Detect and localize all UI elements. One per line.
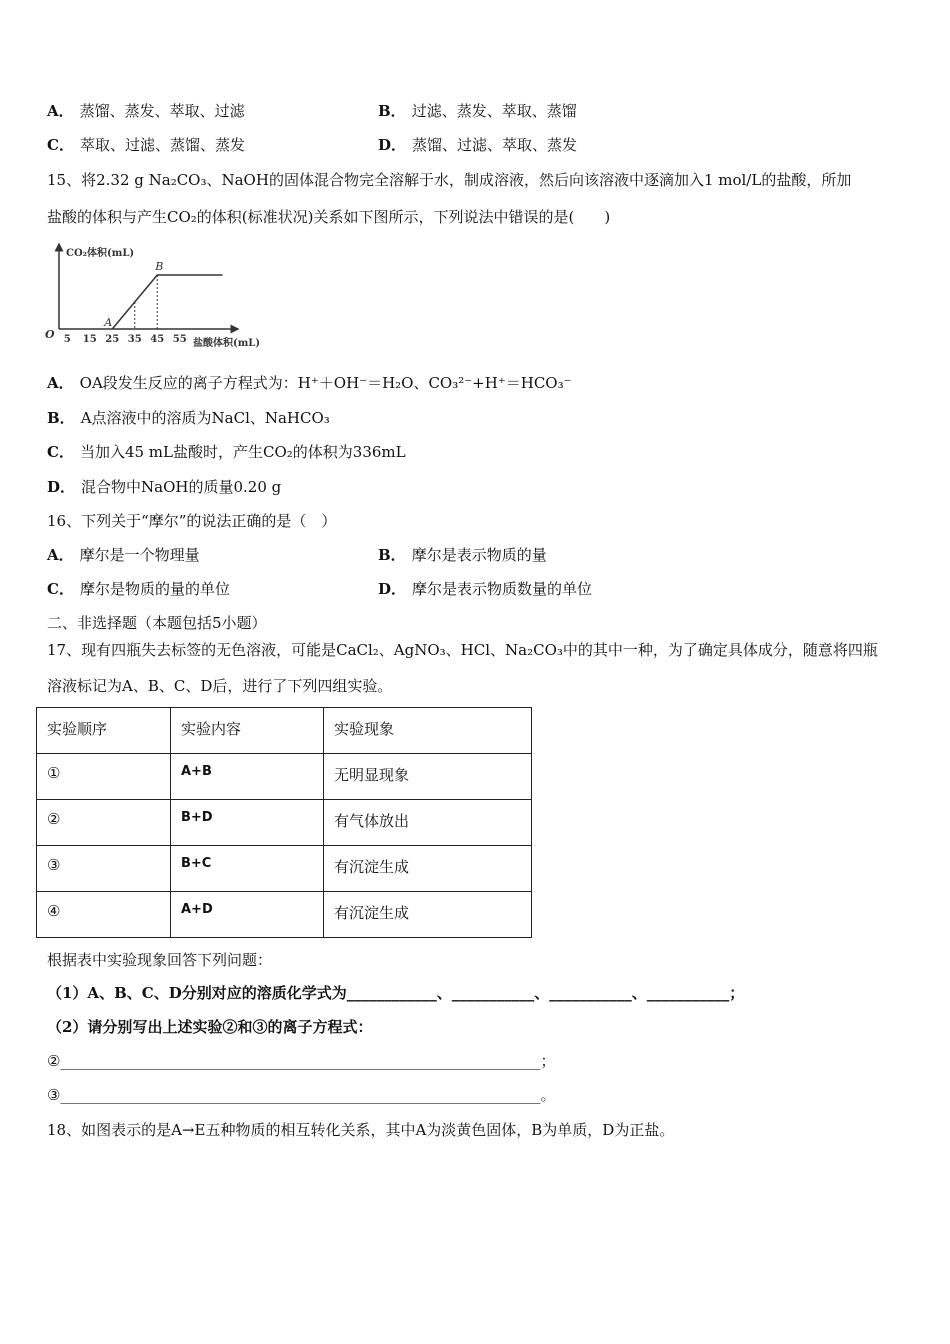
x-tick-label: 25 — [105, 334, 120, 345]
cell: ④ — [37, 892, 171, 938]
q16-option-d — [378, 579, 592, 599]
q15-stem-line2: 盐酸的体积与产生CO₂的体积(标准状况)关系如下图所示，下列说法中错误的是( ) — [47, 208, 611, 226]
q15-option-a — [47, 373, 572, 393]
point-label: B — [155, 260, 164, 273]
q16-option-a — [47, 545, 200, 565]
q17-stem-line1: 17、现有四瓶失去标签的无色溶液，可能是CaCl₂、AgNO₃、HCl、Na₂CO₃中的其中一种，为了确定具体成分，随意将四瓶 — [47, 641, 878, 659]
cell: ① — [37, 754, 171, 800]
option-label: D． — [47, 478, 76, 496]
cell: B+C — [171, 846, 324, 892]
option-label: B． — [378, 102, 406, 120]
q16-stem: 16、下列关于“摩尔”的说法正确的是（ ） — [47, 512, 337, 530]
option-label: C． — [47, 580, 74, 598]
option-label: C． — [47, 136, 74, 154]
option-text: 过滤、蒸发、萃取、蒸馏 — [411, 102, 577, 120]
x-tick-label: 55 — [172, 334, 187, 345]
cell: ③ — [37, 846, 171, 892]
option-label: B． — [378, 546, 406, 564]
header-cell: 实验内容 — [171, 708, 324, 754]
cell: 有气体放出 — [324, 800, 532, 846]
x-tick-label: 45 — [150, 334, 165, 345]
option-text: OA段发生反应的离子方程式为：H⁺＋OH⁻＝H₂O、CO₃²⁻+H⁺＝HCO₃⁻ — [79, 374, 572, 392]
y-axis-label: CO₂体积(mL) — [66, 248, 135, 259]
q16-option-c — [47, 579, 230, 599]
q18-stem: 18、如图表示的是A→E五种物质的相互转化关系，其中A为淡黄色固体，B为单质，D为正盐。 — [47, 1121, 675, 1139]
option-label: D． — [378, 580, 407, 598]
option-label: C． — [47, 443, 74, 461]
option-text: 萃取、过滤、蒸馏、蒸发 — [79, 136, 245, 154]
x-tick-label: 5 — [63, 334, 71, 345]
header-cell: 实验现象 — [324, 708, 532, 754]
option-text: 摩尔是一个物理量 — [79, 546, 200, 564]
cell: A+D — [171, 892, 324, 938]
data-line — [112, 275, 222, 329]
option-label: A． — [47, 374, 74, 392]
table-row — [37, 892, 532, 938]
q17-part2: （2）请分别写出上述实验②和③的离子方程式： — [47, 1018, 373, 1036]
table-header-row — [37, 708, 532, 754]
experiment-table — [36, 707, 532, 938]
x-axis-label: 盐酸体积(mL) — [193, 338, 261, 349]
cell: 有沉淀生成 — [324, 846, 532, 892]
q15-option-b — [47, 408, 330, 428]
option-text: 摩尔是表示物质的量 — [411, 546, 547, 564]
q17-part1: （1）A、B、C、D分别对应的溶质化学式为____________、___________、___________、___________； — [47, 984, 745, 1002]
q15-option-d — [47, 477, 281, 497]
section-heading: 二、非选择题（本题包括5小题） — [47, 614, 267, 632]
q17-stem-line2: 溶液标记为A、B、C、D后，进行了下列四组实验。 — [47, 677, 393, 695]
x-tick-label: 35 — [127, 334, 142, 345]
cell: 有沉淀生成 — [324, 892, 532, 938]
header-cell: 实验顺序 — [37, 708, 171, 754]
table-row — [37, 754, 532, 800]
cell: B+D — [171, 800, 324, 846]
cell: A+B — [171, 754, 324, 800]
q16-option-b — [378, 545, 547, 565]
option-label: A． — [47, 546, 74, 564]
q14-option-d — [378, 135, 577, 155]
q15-stem-line1: 15、将2.32 g Na₂CO₃、NaOH的固体混合物完全溶解于水，制成溶液，然后向该溶液中逐滴加入1 mol/L的盐酸，所加 — [47, 171, 852, 189]
x-tick-label: 15 — [82, 334, 97, 345]
cell: ② — [37, 800, 171, 846]
option-label: B． — [47, 409, 75, 427]
option-text: 当加入45 mL盐酸时，产生CO₂的体积为336mL — [79, 443, 406, 461]
option-text: 摩尔是物质的量的单位 — [79, 580, 230, 598]
option-text: 混合物中NaOH的质量0.20 g — [81, 478, 282, 496]
point-label: A — [104, 316, 113, 329]
option-text: 蒸馏、过滤、萃取、蒸发 — [412, 136, 578, 154]
origin-label: O — [45, 328, 55, 341]
option-text: A点溶液中的溶质为NaCl、NaHCO₃ — [80, 409, 330, 427]
q17-prompt: 根据表中实验现象回答下列问题： — [47, 951, 273, 969]
q14-option-b — [378, 101, 577, 121]
option-text: 摩尔是表示物质数量的单位 — [412, 580, 593, 598]
cell: 无明显现象 — [324, 754, 532, 800]
q17-answer-2: ②________________________________________________________________； — [47, 1052, 556, 1070]
option-label: D． — [378, 136, 407, 154]
table-row — [37, 846, 532, 892]
co2-volume-chart — [0, 0, 300, 360]
q15-option-c — [47, 442, 406, 462]
q17-answer-3: ③________________________________________________________________。 — [47, 1086, 556, 1104]
table-row — [37, 800, 532, 846]
option-label: A． — [47, 102, 74, 120]
option-text: 蒸馏、蒸发、萃取、过滤 — [79, 102, 245, 120]
